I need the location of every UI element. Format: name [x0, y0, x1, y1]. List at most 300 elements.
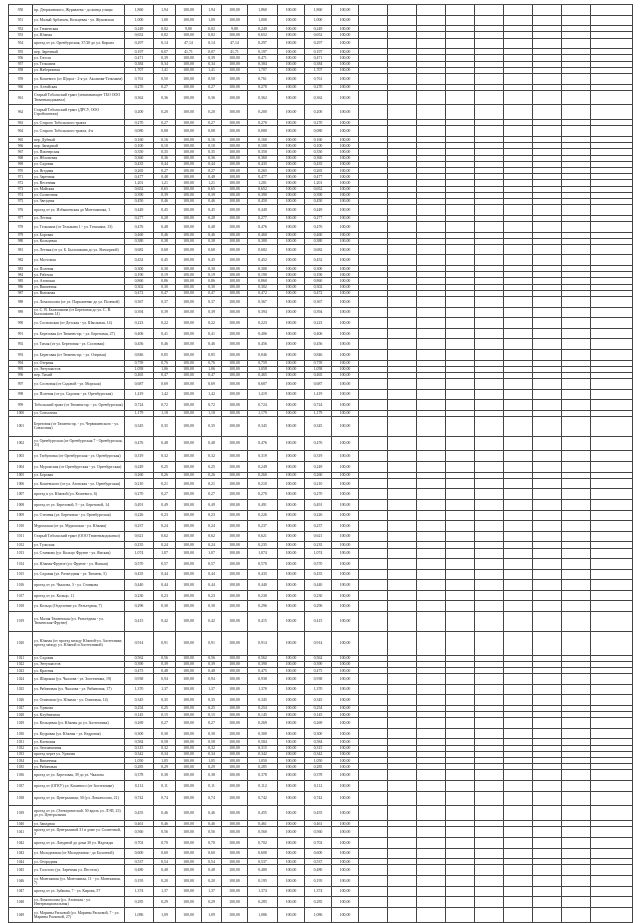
- value-cell: 100,00: [222, 244, 248, 255]
- value-cell: 0,270: [305, 489, 332, 500]
- empty-cell: [475, 548, 504, 559]
- value-cell: 100,00: [332, 821, 359, 827]
- value-cell: 100,00: [278, 15, 305, 26]
- value-cell: 100,00: [222, 149, 248, 155]
- value-cell: 0,460: [248, 232, 278, 238]
- value-cell: 0,652: [305, 32, 332, 38]
- value-cell: 0,621: [305, 531, 332, 542]
- road-name-cell: ул. Сосновая (от Садовой - ул. Морская): [33, 379, 125, 390]
- value-cell: 0,28: [154, 215, 176, 221]
- road-name-cell: ул. Пионерская: [33, 149, 125, 155]
- row-number-cell: 1018: [9, 601, 33, 612]
- empty-cell: [359, 328, 388, 339]
- value-cell: 0,570: [248, 559, 278, 570]
- value-cell: 100,00: [332, 590, 359, 601]
- value-cell: 0,112: [305, 781, 332, 792]
- value-cell: 100,00: [176, 232, 202, 238]
- value-cell: 0,472: [305, 290, 332, 296]
- value-cell: 100,00: [332, 718, 359, 729]
- value-cell: 0,406: [248, 328, 278, 339]
- row-number-cell: 1023: [9, 667, 33, 673]
- empty-cell: [533, 827, 562, 838]
- table-row: [9, 521, 633, 532]
- value-cell: 0,16: [154, 137, 176, 143]
- value-cell: 100,00: [222, 451, 248, 462]
- value-cell: 100,00: [222, 339, 248, 350]
- empty-cell: [388, 875, 417, 886]
- empty-cell: [504, 90, 533, 105]
- value-cell: 0,32: [154, 745, 176, 751]
- empty-cell: [591, 205, 633, 216]
- value-cell: 0,34: [154, 61, 176, 67]
- value-cell: 1,201: [305, 180, 332, 186]
- value-cell: 100,00: [222, 569, 248, 580]
- value-cell: 0,38: [202, 770, 222, 781]
- value-cell: 0,260: [125, 472, 154, 478]
- row-number-cell: 971: [9, 174, 33, 180]
- roads-table: [8, 4, 633, 923]
- value-cell: 100,00: [332, 55, 359, 61]
- value-cell: 0,440: [125, 580, 154, 591]
- value-cell: 0,652: [248, 186, 278, 192]
- road-name-cell: ул. Полевая: [33, 266, 125, 272]
- empty-cell: [475, 865, 504, 876]
- value-cell: 100,00: [176, 266, 202, 272]
- value-cell: 0,237: [305, 521, 332, 532]
- empty-cell: [504, 105, 533, 120]
- empty-cell: [359, 461, 388, 472]
- value-cell: 100,00: [332, 155, 359, 161]
- value-cell: 0,584: [248, 739, 278, 745]
- value-cell: 100,00: [222, 389, 248, 400]
- empty-cell: [388, 5, 417, 16]
- empty-cell: [446, 531, 475, 542]
- value-cell: 0,319: [248, 451, 278, 462]
- value-cell: 0,537: [248, 859, 278, 865]
- row-number-cell: 1046: [9, 875, 33, 886]
- value-cell: 0,200: [125, 105, 154, 120]
- value-cell: 0,91: [154, 631, 176, 655]
- empty-cell: [533, 126, 562, 137]
- empty-cell: [388, 307, 417, 318]
- empty-cell: [562, 907, 591, 922]
- value-cell: 100,00: [278, 569, 305, 580]
- empty-cell: [475, 255, 504, 266]
- empty-cell: [504, 15, 533, 26]
- empty-cell: [475, 531, 504, 542]
- empty-cell: [533, 489, 562, 500]
- empty-cell: [359, 897, 388, 908]
- value-cell: 0,435: [125, 161, 154, 167]
- empty-cell: [388, 580, 417, 591]
- table-row: [9, 695, 633, 706]
- empty-cell: [504, 255, 533, 266]
- value-cell: 0,35: [154, 149, 176, 155]
- empty-cell: [359, 612, 388, 632]
- value-cell: 0,761: [305, 73, 332, 84]
- empty-cell: [388, 631, 417, 655]
- value-cell: 0,249: [125, 26, 154, 32]
- empty-cell: [417, 590, 446, 601]
- value-cell: 0,195: [125, 875, 154, 886]
- value-cell: 100,00: [332, 84, 359, 90]
- road-name-cell: ул. Садовая (ул. Разъездная - ул. Тюмень, 5): [33, 569, 125, 580]
- row-number-cell: 1028: [9, 712, 33, 718]
- value-cell: 0,456: [125, 339, 154, 350]
- value-cell: 0,58: [154, 739, 176, 745]
- value-cell: 0,269: [305, 718, 332, 729]
- empty-cell: [388, 328, 417, 339]
- empty-cell: [562, 417, 591, 437]
- value-cell: 100,00: [278, 451, 305, 462]
- value-cell: 0,270: [125, 84, 154, 90]
- value-cell: 100,00: [176, 806, 202, 821]
- value-cell: 0,39: [202, 661, 222, 667]
- value-cell: 0,315: [248, 745, 278, 751]
- row-number-cell: 961: [9, 90, 33, 105]
- empty-cell: [591, 521, 633, 532]
- value-cell: 0,270: [248, 489, 278, 500]
- table-body: [9, 5, 633, 923]
- empty-cell: [562, 389, 591, 400]
- empty-cell: [417, 875, 446, 886]
- value-cell: 100,00: [176, 221, 202, 232]
- value-cell: 100,00: [222, 718, 248, 729]
- value-cell: 100,00: [176, 791, 202, 806]
- value-cell: 0,277: [305, 215, 332, 221]
- value-cell: 0,21: [202, 478, 222, 489]
- value-cell: 0,36: [154, 90, 176, 105]
- value-cell: 100,00: [332, 238, 359, 244]
- empty-cell: [591, 770, 633, 781]
- value-cell: 100,00: [278, 695, 305, 706]
- row-number-cell: 1004: [9, 461, 33, 472]
- empty-cell: [417, 328, 446, 339]
- empty-cell: [417, 478, 446, 489]
- value-cell: 0,476: [248, 436, 278, 451]
- value-cell: 100,00: [176, 149, 202, 155]
- road-name-cell: ул. Тихая (от ул. Березовая - ул. Сосновая): [33, 339, 125, 350]
- value-cell: 1,18: [154, 410, 176, 416]
- value-cell: 100,00: [222, 631, 248, 655]
- value-cell: 0,38: [154, 770, 176, 781]
- value-cell: 0,297: [248, 38, 278, 49]
- value-cell: 0,39: [202, 192, 222, 198]
- value-cell: 1,050: [248, 758, 278, 764]
- value-cell: 0,384: [305, 61, 332, 67]
- value-cell: 1,05: [202, 758, 222, 764]
- road-name-cell: проезд от ул. Лазурной до дома 30 ул. Надежды: [33, 837, 125, 848]
- row-number-cell: 1008: [9, 499, 33, 510]
- value-cell: 100,00: [176, 897, 202, 908]
- value-cell: 1,419: [248, 389, 278, 400]
- row-number-cell: 999: [9, 400, 33, 411]
- empty-cell: [562, 489, 591, 500]
- empty-cell: [533, 781, 562, 792]
- table-row: [9, 684, 633, 695]
- value-cell: 0,39: [154, 55, 176, 61]
- row-number-cell: 1038: [9, 791, 33, 806]
- value-cell: 100,00: [222, 32, 248, 38]
- empty-cell: [475, 489, 504, 500]
- empty-cell: [446, 307, 475, 318]
- road-name-cell: ул. Набережная: [33, 67, 125, 73]
- empty-cell: [446, 907, 475, 922]
- empty-cell: [533, 297, 562, 308]
- value-cell: 0,435: [305, 569, 332, 580]
- value-cell: 100,00: [176, 318, 202, 329]
- empty-cell: [504, 73, 533, 84]
- empty-cell: [562, 631, 591, 655]
- value-cell: 0,742: [248, 791, 278, 806]
- value-cell: 0,254: [125, 705, 154, 711]
- value-cell: 100,00: [222, 897, 248, 908]
- value-cell: 100,00: [278, 897, 305, 908]
- empty-cell: [475, 90, 504, 105]
- empty-cell: [446, 601, 475, 612]
- value-cell: 0,296: [248, 601, 278, 612]
- empty-cell: [417, 489, 446, 500]
- table-row: [9, 379, 633, 390]
- value-cell: 100,00: [278, 745, 305, 751]
- empty-cell: [475, 73, 504, 84]
- value-cell: 0,477: [125, 174, 154, 180]
- value-cell: 0,476: [305, 221, 332, 232]
- empty-cell: [475, 781, 504, 792]
- empty-cell: [446, 38, 475, 49]
- row-number-cell: 998: [9, 389, 33, 400]
- value-cell: 100,00: [332, 705, 359, 711]
- row-number-cell: 984: [9, 272, 33, 278]
- value-cell: 100,00: [222, 67, 248, 73]
- row-number-cell: 1037: [9, 781, 33, 792]
- value-cell: 0,390: [305, 192, 332, 198]
- value-cell: 0,44: [154, 580, 176, 591]
- empty-cell: [388, 244, 417, 255]
- empty-cell: [533, 510, 562, 521]
- empty-cell: [388, 612, 417, 632]
- value-cell: 100,00: [222, 612, 248, 632]
- value-cell: 100,00: [222, 379, 248, 390]
- value-cell: 0,44: [202, 580, 222, 591]
- road-name-cell: пер. Западный: [33, 143, 125, 149]
- empty-cell: [562, 848, 591, 859]
- value-cell: 0,480: [125, 865, 154, 876]
- empty-cell: [359, 806, 388, 821]
- row-number-cell: 1027: [9, 705, 33, 711]
- empty-cell: [446, 349, 475, 360]
- empty-cell: [417, 897, 446, 908]
- value-cell: 0,687: [248, 379, 278, 390]
- value-cell: 100,00: [278, 590, 305, 601]
- empty-cell: [591, 548, 633, 559]
- value-cell: 1,086: [125, 907, 154, 922]
- value-cell: 0,145: [125, 712, 154, 718]
- empty-cell: [504, 631, 533, 655]
- empty-cell: [533, 531, 562, 542]
- road-name-cell: ул. Лесная: [33, 215, 125, 221]
- value-cell: 100,00: [222, 865, 248, 876]
- empty-cell: [562, 451, 591, 462]
- value-cell: 100,00: [222, 770, 248, 781]
- value-cell: 1,09: [202, 907, 222, 922]
- row-number-cell: 982: [9, 255, 33, 266]
- value-cell: 0,491: [305, 499, 332, 510]
- row-number-cell: 990: [9, 318, 33, 329]
- value-cell: 0,682: [248, 244, 278, 255]
- empty-cell: [591, 791, 633, 806]
- value-cell: 100,00: [176, 205, 202, 216]
- value-cell: 0,345: [248, 695, 278, 706]
- road-name-cell: ул. Осиновая (ул. Южная - ул. Осиновая, 14): [33, 695, 125, 706]
- value-cell: 100,00: [176, 339, 202, 350]
- value-cell: 0,350: [305, 149, 332, 155]
- row-number-cell: 1013: [9, 548, 33, 559]
- value-cell: 0,45: [202, 255, 222, 266]
- value-cell: 0,461: [305, 821, 332, 827]
- empty-cell: [591, 297, 633, 308]
- value-cell: 100,00: [278, 238, 305, 244]
- empty-cell: [562, 695, 591, 706]
- empty-cell: [388, 559, 417, 570]
- value-cell: 100,00: [332, 120, 359, 126]
- empty-cell: [591, 499, 633, 510]
- road-name-cell: ул. Тюменская: [33, 26, 125, 32]
- empty-cell: [533, 15, 562, 26]
- value-cell: 0,724: [125, 400, 154, 411]
- value-cell: 1,07: [202, 548, 222, 559]
- row-number-cell: 970: [9, 168, 33, 174]
- value-cell: 100,00: [176, 55, 202, 61]
- value-cell: 0,476: [248, 221, 278, 232]
- road-name-cell: проезд от ул. Избышевская до Монтажника, 1: [33, 205, 125, 216]
- empty-cell: [388, 205, 417, 216]
- empty-cell: [591, 580, 633, 591]
- value-cell: 100,00: [222, 478, 248, 489]
- empty-cell: [533, 339, 562, 350]
- table-row: [9, 417, 633, 437]
- road-name-cell: ул. Майская: [33, 186, 125, 192]
- empty-cell: [533, 569, 562, 580]
- value-cell: 0,456: [305, 339, 332, 350]
- value-cell: 100,00: [176, 510, 202, 521]
- empty-cell: [504, 5, 533, 16]
- empty-cell: [388, 827, 417, 838]
- row-number-cell: 1047: [9, 886, 33, 897]
- empty-cell: [359, 105, 388, 120]
- table-row: [9, 349, 633, 360]
- empty-cell: [475, 15, 504, 26]
- value-cell: 0,19: [202, 272, 222, 278]
- value-cell: 100,00: [222, 684, 248, 695]
- row-number-cell: 968: [9, 155, 33, 161]
- empty-cell: [417, 806, 446, 821]
- empty-cell: [417, 297, 446, 308]
- value-cell: 0,471: [248, 55, 278, 61]
- value-cell: 0,82: [154, 32, 176, 38]
- empty-cell: [417, 90, 446, 105]
- value-cell: 100,00: [176, 739, 202, 745]
- value-cell: 0,440: [305, 580, 332, 591]
- road-name-cell: ул. Кленовая: [33, 739, 125, 745]
- road-name-cell: ул. Марины Расковой (ул. Марины Расковой, 7 - ул. Марины Расковой, 27): [33, 907, 125, 922]
- value-cell: 1,370: [305, 684, 332, 695]
- value-cell: 100,00: [222, 674, 248, 685]
- empty-cell: [562, 90, 591, 105]
- value-cell: 100,00: [222, 601, 248, 612]
- empty-cell: [446, 105, 475, 120]
- value-cell: 0,759: [305, 360, 332, 366]
- value-cell: 100,00: [176, 718, 202, 729]
- empty-cell: [504, 770, 533, 781]
- empty-cell: [417, 580, 446, 591]
- value-cell: 100,00: [332, 751, 359, 757]
- value-cell: 100,00: [222, 61, 248, 67]
- empty-cell: [591, 73, 633, 84]
- row-number-cell: 964: [9, 126, 33, 137]
- value-cell: 0,860: [305, 278, 332, 284]
- empty-cell: [388, 221, 417, 232]
- empty-cell: [388, 590, 417, 601]
- value-cell: 0,223: [248, 318, 278, 329]
- empty-cell: [533, 436, 562, 451]
- value-cell: 100,00: [278, 410, 305, 416]
- table-row: [9, 827, 633, 838]
- value-cell: 100,00: [222, 827, 248, 838]
- empty-cell: [388, 907, 417, 922]
- empty-cell: [533, 328, 562, 339]
- row-number-cell: 972: [9, 180, 33, 186]
- empty-cell: [562, 886, 591, 897]
- empty-cell: [417, 73, 446, 84]
- value-cell: 100,00: [278, 684, 305, 695]
- value-cell: 41,71: [222, 49, 248, 55]
- empty-cell: [533, 865, 562, 876]
- empty-cell: [446, 886, 475, 897]
- value-cell: 100,00: [278, 907, 305, 922]
- value-cell: 0,46: [202, 806, 222, 821]
- value-cell: 100,00: [332, 548, 359, 559]
- value-cell: 0,537: [125, 859, 154, 865]
- empty-cell: [533, 684, 562, 695]
- value-cell: 0,27: [154, 489, 176, 500]
- empty-cell: [475, 848, 504, 859]
- value-cell: 0,652: [248, 32, 278, 38]
- empty-cell: [388, 521, 417, 532]
- value-cell: 100,00: [176, 478, 202, 489]
- empty-cell: [446, 339, 475, 350]
- table-row: [9, 865, 633, 876]
- value-cell: 1,179: [305, 410, 332, 416]
- value-cell: 0,390: [248, 661, 278, 667]
- value-cell: 100,00: [176, 684, 202, 695]
- empty-cell: [504, 695, 533, 706]
- value-cell: 0,380: [305, 238, 332, 244]
- value-cell: 100,00: [176, 90, 202, 105]
- value-cell: 100,00: [222, 15, 248, 26]
- value-cell: 0,235: [305, 542, 332, 548]
- empty-cell: [388, 339, 417, 350]
- value-cell: 1,374: [248, 886, 278, 897]
- value-cell: 0,76: [154, 360, 176, 366]
- value-cell: 0,38: [202, 238, 222, 244]
- value-cell: 0,265: [248, 168, 278, 174]
- table-row: [9, 499, 633, 510]
- value-cell: 100,00: [176, 705, 202, 711]
- table-row: [9, 631, 633, 655]
- value-cell: 0,50: [202, 73, 222, 84]
- value-cell: 100,00: [176, 272, 202, 278]
